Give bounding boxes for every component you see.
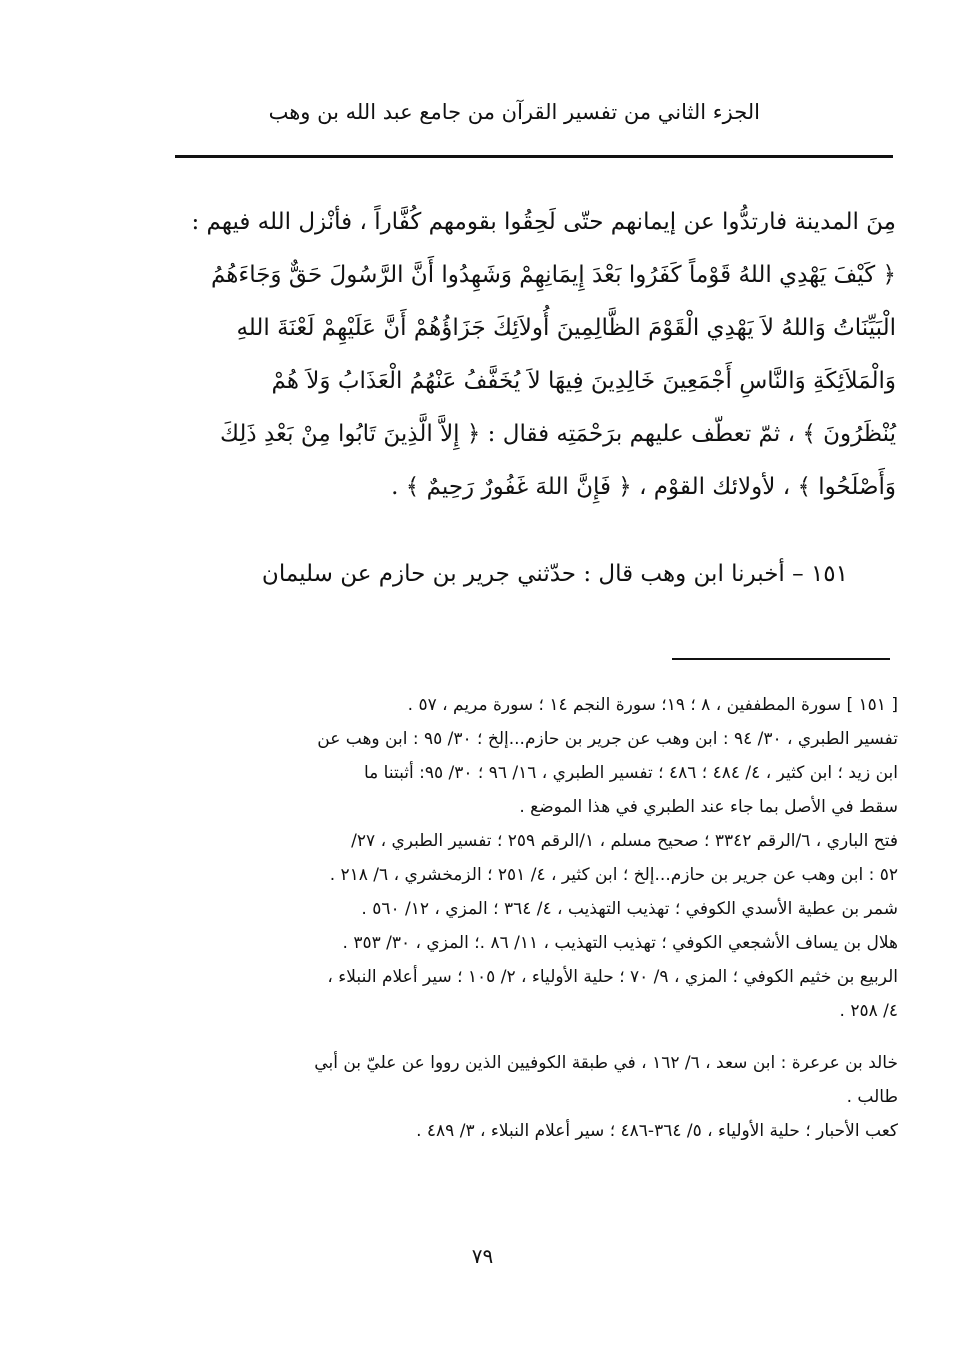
header-rule bbox=[175, 155, 893, 158]
main-text bbox=[168, 196, 896, 514]
text-line: مِنَ المدينة فارتدُّوا عن إيمانهم حتّى لَحِقُوا بقومهم كُفَّاراً ، فأنْزل الله فيهم : bbox=[191, 209, 896, 235]
footnote-line: هلال بن يساف الأشجعي الكوفي ؛ تهذيب التهذيب ، ١١/ ٨٦ .؛ المزي ، ٣٠/ ٣٥٣ . bbox=[342, 933, 898, 953]
quran-line: ﴿ كَيْفَ يَهْدِي اللهُ قَوْماً كَفَرُوا بَعْدَ إِيمَانِهِمْ وَشَهِدُوا أَنَّ الرَّسُولَ حَقٌّ وَجَاءَهُمُ bbox=[210, 262, 896, 288]
footnote-gap bbox=[178, 1028, 898, 1046]
footnote-line: كعب الأحبار ؛ حلية الأولياء ، ٥/ ٣٦٤-٤٨٦ ؛ سير أعلام النبلاء ، ٣/ ٤٨٩ . bbox=[416, 1121, 898, 1141]
running-title: الجزء الثاني من تفسير القرآن من جامع عبد الله بن وهب bbox=[268, 100, 760, 124]
footnote-line: الربيع بن خثيم الكوفي ؛ المزي ، ٩/ ٧٠ ؛ حلية الأولياء ، ٢/ ١٠٥ ؛ سير أعلام النبلاء ، bbox=[327, 967, 898, 987]
footnote-line: تفسير الطبري ، ٣٠/ ٩٤ : ابن وهب عن جرير بن حازم...إلخ ؛ ٣٠/ ٩٥ : ابن وهب عن bbox=[317, 729, 898, 749]
footnote-line: ٥٢ : ابن وهب عن جرير بن حازم...إلخ ؛ ابن كثير ، ٤/ ٢٥١ ؛ الزمخشري ، ٦/ ٢١٨ . bbox=[329, 865, 898, 885]
footnote-line: ٤/ ٢٥٨ . bbox=[839, 1001, 898, 1021]
footnote-line: سقط في الأصل بما جاء عند الطبري في هذا الموضع . bbox=[519, 797, 898, 817]
footnote-rule bbox=[672, 658, 890, 660]
quran-line: الْبَيِّنَاتُ وَاللهُ لاَ يَهْدِي الْقَوْمَ الظَّالِمِينَ أُولاَئِكَ جَزَاؤُهُمْ أَنَّ عَلَيْهِمْ لَعْنَةَ اللهِ bbox=[236, 315, 896, 341]
footnote-line: ابن زيد ؛ ابن كثير ، ٤/ ٤٨٤ ؛ ٤٨٦ ؛ تفسير الطبري ، ١٦/ ٩٦ ؛ ٣٠/ ٩٥: أثبتنا ما bbox=[363, 763, 898, 783]
page-number: ٧٩ bbox=[471, 1244, 494, 1268]
quran-line: وَالْمَلاَئِكَةِ وَالنَّاسِ أَجْمَعِينَ خَالِدِينَ فِيهَا لاَ يُخَفَّفُ عَنْهُمُ الْعَذَابُ وَلاَ هُمْ bbox=[271, 368, 896, 394]
footnote-line: طالب . bbox=[846, 1087, 898, 1107]
footnote-line: فتح الباري ، ٦/الرقم ٣٣٤٢ ؛ صحيح مسلم ، ١/الرقم ٢٥٩ ؛ تفسير الطبري ، ٢٧/ bbox=[351, 831, 898, 851]
quran-line: يُنْظَرُونَ ﴾ ، ثمّ تعطّف عليهم برَحْمَتِه فقال : ﴿ إِلاَّ الَّذِينَ تَابُوا مِنْ بَعْدِ ذَلِكَ bbox=[220, 421, 896, 447]
footnote-line: [ ١٥١ ] سورة المطففين ، ٨ ؛ ١٩؛ سورة النجم ١٤ ؛ سورة مريم ، ٥٧ . bbox=[407, 695, 898, 715]
quran-line: وَأَصْلَحُوا ﴾ ، لأولائك القوْم ، ﴿ فَإِنَّ اللهَ غَفُورٌ رَحِيمٌ ﴾ . bbox=[391, 474, 896, 500]
footnotes bbox=[178, 688, 898, 1148]
hadith-151: ١٥١ – أخبرنا ابن وهب قال : حدّثني جرير بن حازم عن سليمان bbox=[261, 561, 848, 587]
footnote-line: شمر بن عطية الأسدي الكوفي ؛ تهذيب التهذيب ، ٤/ ٣٦٤ ؛ المزي ، ١٢/ ٥٦٠ . bbox=[361, 899, 898, 919]
footnote-line: خالد بن عرعرة : ابن سعد ، ٦/ ١٦٢ ، في طبقة الكوفيين الذين رووا عن عليّ بن أبي bbox=[314, 1053, 898, 1073]
